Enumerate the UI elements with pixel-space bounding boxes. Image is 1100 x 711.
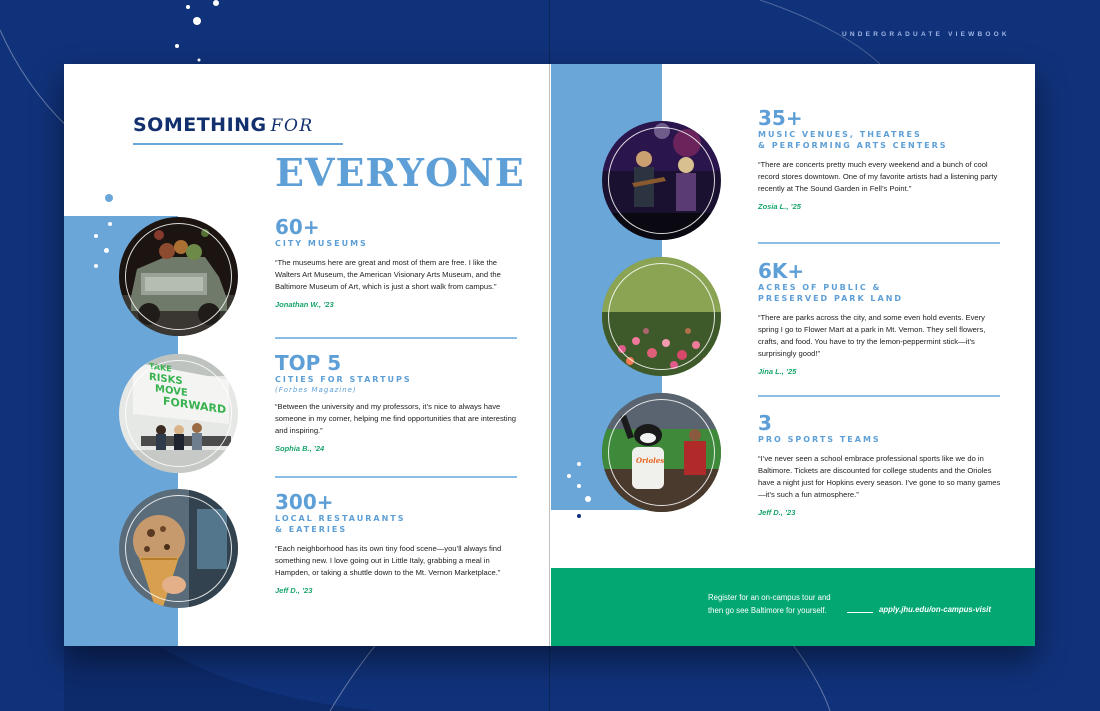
stat-sublabel: (Forbes Magazine) [275,386,357,394]
stat-label: CITIES FOR STARTUPS [275,375,412,384]
sign-word: FORWARD [163,394,227,417]
flowers-photo [602,257,721,376]
decor-dot [567,474,571,478]
decor-dot [105,194,113,202]
stat-city-museums [275,216,520,310]
right-page [551,64,1035,646]
orioles-photo [602,393,721,512]
stat-restaurants [275,491,520,596]
page-gutter [549,0,550,711]
section-divider [758,395,1000,397]
section-divider [275,476,517,478]
decor-dot [587,512,591,516]
section-divider [275,337,517,339]
sign-word: MOVE [155,383,188,400]
decor-dot [94,264,98,268]
stat-quote: “Each neighborhood has its own tiny food scene—you’ll always find something new. I love going out in Little Italy, grabbing a meal in Hampden, or taking a shuttle down to the Mt. Vernon Marketplace.” [275,544,502,577]
decor-dot [577,514,581,518]
stat-park-land [758,260,1003,377]
stat-label: & EATERIES [275,525,348,534]
stat-label: PRO SPORTS TEAMS [758,435,881,444]
stat-number: 300+ [275,490,334,514]
startup-office-photo [119,354,238,473]
stat-number: 6K+ [758,259,805,283]
stat-number: TOP 5 [275,351,342,375]
stat-label: ACRES OF PUBLIC & [758,283,882,292]
viewbook-label: UNDERGRADUATE VIEWBOOK [842,31,1010,38]
decor-dot [589,526,593,530]
title-something: SOMETHING [133,114,267,136]
stat-label: CITY MUSEUMS [275,239,368,248]
stat-label: PRESERVED PARK LAND [758,294,904,303]
stat-quote: “I’ve never seen a school embrace professional sports like we do in Baltimore. Tickets are discounted for college students and the Orioles have a night just for Hopkins every season. I’ve gone to so many games—it’s such a fun atmosphere.” [758,454,1001,499]
stat-author: Jeff D., ’23 [275,586,313,595]
stat-number: 3 [758,411,772,435]
decor-dot [585,496,591,502]
jersey-text: Orioles [636,456,665,465]
decor-dot [106,210,110,214]
footer-text [708,592,831,617]
stat-label: LOCAL RESTAURANTS [275,514,406,523]
stat-author: Jonathan W., ’23 [275,300,334,309]
stat-quote: “There are concerts pretty much every weekend and a bunch of cool record stores downtown. One of my favorite artists had a listening party recently at The Sound Garden in Fell’s Point.” [758,160,998,193]
concert-photo [602,121,721,240]
art-car-photo [119,217,238,336]
stat-startups [275,352,520,454]
section-divider [758,242,1000,244]
stat-label: & PERFORMING ARTS CENTERS [758,141,948,150]
stat-number: 35+ [758,106,803,130]
footer-banner [551,568,1035,646]
stat-author: Jeff D., ’23 [758,508,796,517]
decor-dot [577,484,581,488]
stat-music-venues [758,107,1003,212]
footer-text-line: then go see Baltimore for yourself. [708,605,827,615]
decor-dot [94,234,98,238]
stat-label: MUSIC VENUES, THEATRES [758,130,922,139]
stat-quote: “The museums here are great and most of them are free. I like the Walters Art Museum, the American Visionary Arts Museum, and the Baltimore Museum of Art, which is just a short walk from campus.” [275,258,501,291]
stat-number: 60+ [275,215,320,239]
sign-word: RISKS [149,371,183,388]
decor-dot [577,462,581,466]
decor-dot [108,222,112,226]
sign-word: TAKE [149,361,172,374]
footer-dash [847,612,873,613]
left-page [64,64,551,646]
decor-dot [104,248,109,253]
stat-author: Zosia L., ’25 [758,202,801,211]
title-everyone: EVERYONE [275,150,525,195]
stat-author: Sophia B., ’24 [275,444,325,453]
title-line-1 [133,114,314,136]
campus-visit-link[interactable]: apply.jhu.edu/on-campus-visit [879,605,991,614]
stat-quote: “Between the university and my professors, it’s nice to always have someone in my corner, helping me find opportunities that are interesting and inspiring.” [275,402,517,435]
footer-text-line: Register for an on-campus tour and [708,593,831,602]
title-for: FOR [270,116,314,136]
title-rule [133,143,343,145]
stat-author: Jina L., ’25 [758,367,797,376]
stat-pro-sports [758,412,1003,518]
ice-cream-photo [119,489,238,608]
stat-quote: “There are parks across the city, and some even hold events. Every spring I go to Flower Mart at a park in Mt. Vernon. They sell flowers, crafts, and food. You have to try the lemon-peppermint stick—it’s surprisingly good!” [758,313,986,358]
